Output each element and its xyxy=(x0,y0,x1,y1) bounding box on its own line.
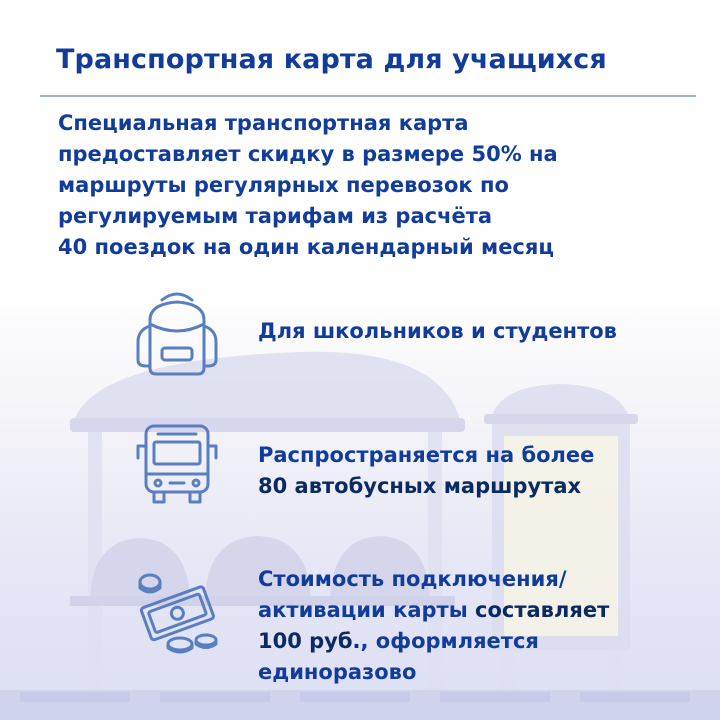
intro-line: Специальная транспортная карта xyxy=(58,111,469,135)
intro-text xyxy=(58,108,698,263)
feature-text-part: активации карты xyxy=(258,598,476,622)
feature-students xyxy=(258,316,617,347)
feature-text: Для школьников и студентов xyxy=(258,319,617,343)
feature-text: Стоимость подключения/ xyxy=(258,567,567,591)
feature-text xyxy=(258,595,609,626)
intro-line: маршруты регулярных перевозок по xyxy=(58,173,509,197)
feature-text-part: , оформляется xyxy=(360,629,539,653)
intro-line: предоставляет скидку в размере 50% на xyxy=(58,142,558,166)
feature-text-part: 100 руб. xyxy=(258,629,361,653)
title-divider xyxy=(40,95,696,97)
intro-line: регулируемым тарифам из расчёта xyxy=(58,204,493,228)
backpack-icon xyxy=(132,286,222,378)
feature-text xyxy=(258,626,609,657)
intro-line: 40 поездок на один календарный месяц xyxy=(58,235,554,259)
feature-text: единоразово xyxy=(258,660,417,684)
feature-cost xyxy=(258,564,609,688)
money-icon xyxy=(128,568,228,660)
feature-routes xyxy=(258,440,594,502)
bus-icon xyxy=(132,420,222,508)
feature-text: Распространяется на более xyxy=(258,443,595,467)
feature-text: 80 автобусных маршрутах xyxy=(258,474,582,498)
page-title: Транспортная карта для учащихся xyxy=(56,44,607,75)
feature-text-part: составляет xyxy=(475,598,610,622)
